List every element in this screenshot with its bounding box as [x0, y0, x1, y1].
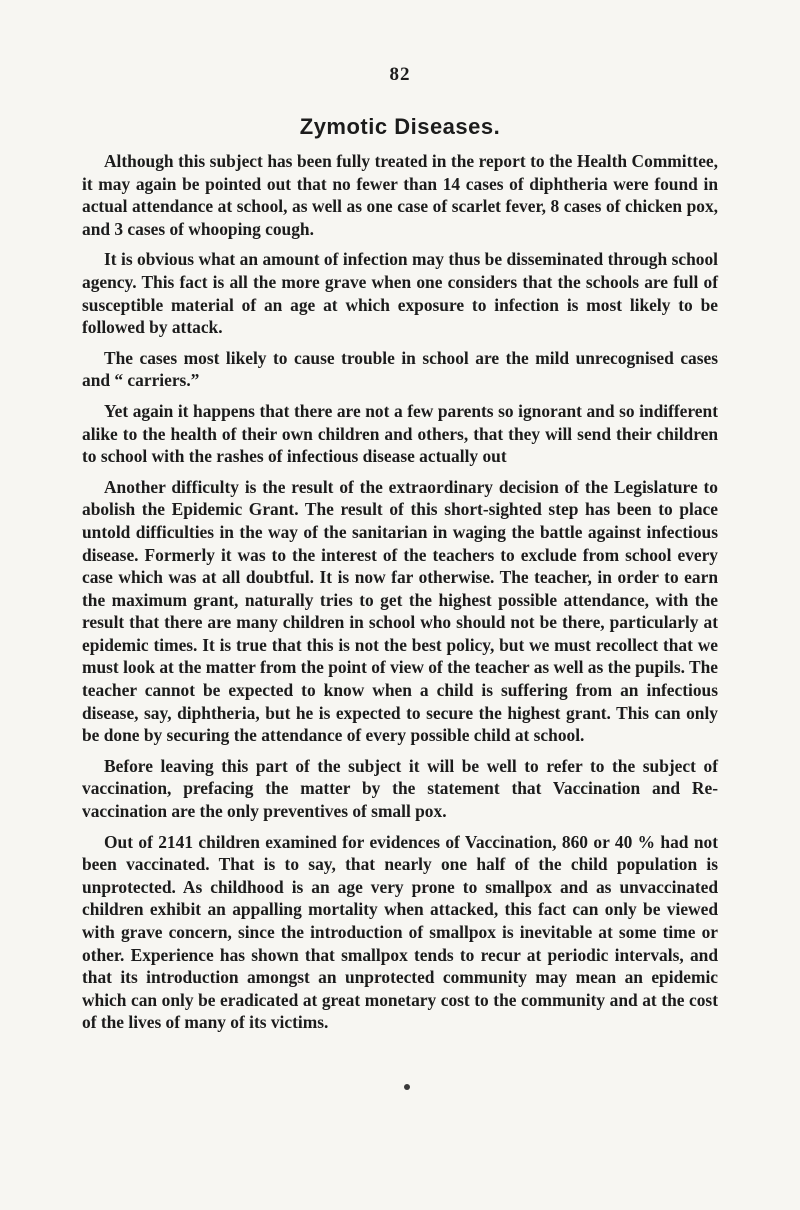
paragraph-carriers: The cases most likely to cause trouble in school are the mild unrecognised cases and “ carriers.”: [82, 347, 718, 391]
paragraph-school-agency: It is obvious what an amount of infection may thus be disseminated through school agency. This fact is all the more grave when one considers that the schools are full of susceptible material of an age at which exposure to infection is most likely to be followed by attack.: [82, 249, 718, 338]
paragraph-vaccination-intro: Before leaving this part of the subject it will be well to refer to the subject of vaccination, prefacing the matter by the statement that Vaccination and Re-vaccination are the only preventives of small pox.: [82, 755, 718, 822]
ink-dot: [404, 1084, 410, 1090]
section-heading: Zymotic Diseases.: [299, 114, 501, 139]
body-text: [82, 150, 718, 1034]
paragraph-parents: Yet again it happens that there are not a few parents so ignorant and so indifferent alike to the health of their own children and others, that they will send their children to school with the rashes of infectious disease actually out: [82, 400, 718, 467]
page-number: 82: [389, 64, 411, 85]
paragraph-diphtheria-cases: Although this subject has been fully treated in the report to the Health Committee, it may again be pointed out that no fewer than 14 cases of diphtheria were found in actual attendance at school, as well as one case of scarlet fever, 8 cases of chicken pox, and 3 cases of whooping cough.: [82, 151, 718, 239]
paragraph-epidemic-grant: Another difficulty is the result of the extraordinary decision of the Legislature to abolish the Epidemic Grant. The result of this short-sighted step has been to place untold difficulties in the way of the sanitarian in waging the battle against infectious disease. Formerly it was to the interest of the teachers to exclude from school every case which was at all doubtful. It is now far otherwise. The teacher, in order to earn the maximum grant, naturally tries to get the highest possible attendance, with the result that there are many children in school who should not be there, particularly at epidemic times. It is true that this is not the best policy, but we must recollect that we must look at the matter from the point of view of the teacher as well as the pupils. The teacher cannot be expected to know when a child is suffering from an infectious disease, say, diphtheria, but he is expected to secure the highest grant. This can only be done by securing the attendance of every possible child at school.: [82, 476, 718, 746]
paragraph-vaccination-statistics: Out of 2141 children examined for evidences of Vaccination, 860 or 40 % had not been vaccinated. That is to say, that nearly one half of the child population is unprotected. As childhood is an age very prone to smallpox and as unvaccinated children exhibit an appalling mortality when attacked, this fact can only be viewed with grave concern, since the introduction of smallpox is inevitable at some time or other. Experience has shown that smallpox tends to recur at periodic intervals, and that its introduction amongst an unprotected community may mean an epidemic which can only be eradicated at great monetary cost to the community and at the cost of the lives of many of its victims.: [82, 831, 718, 1033]
